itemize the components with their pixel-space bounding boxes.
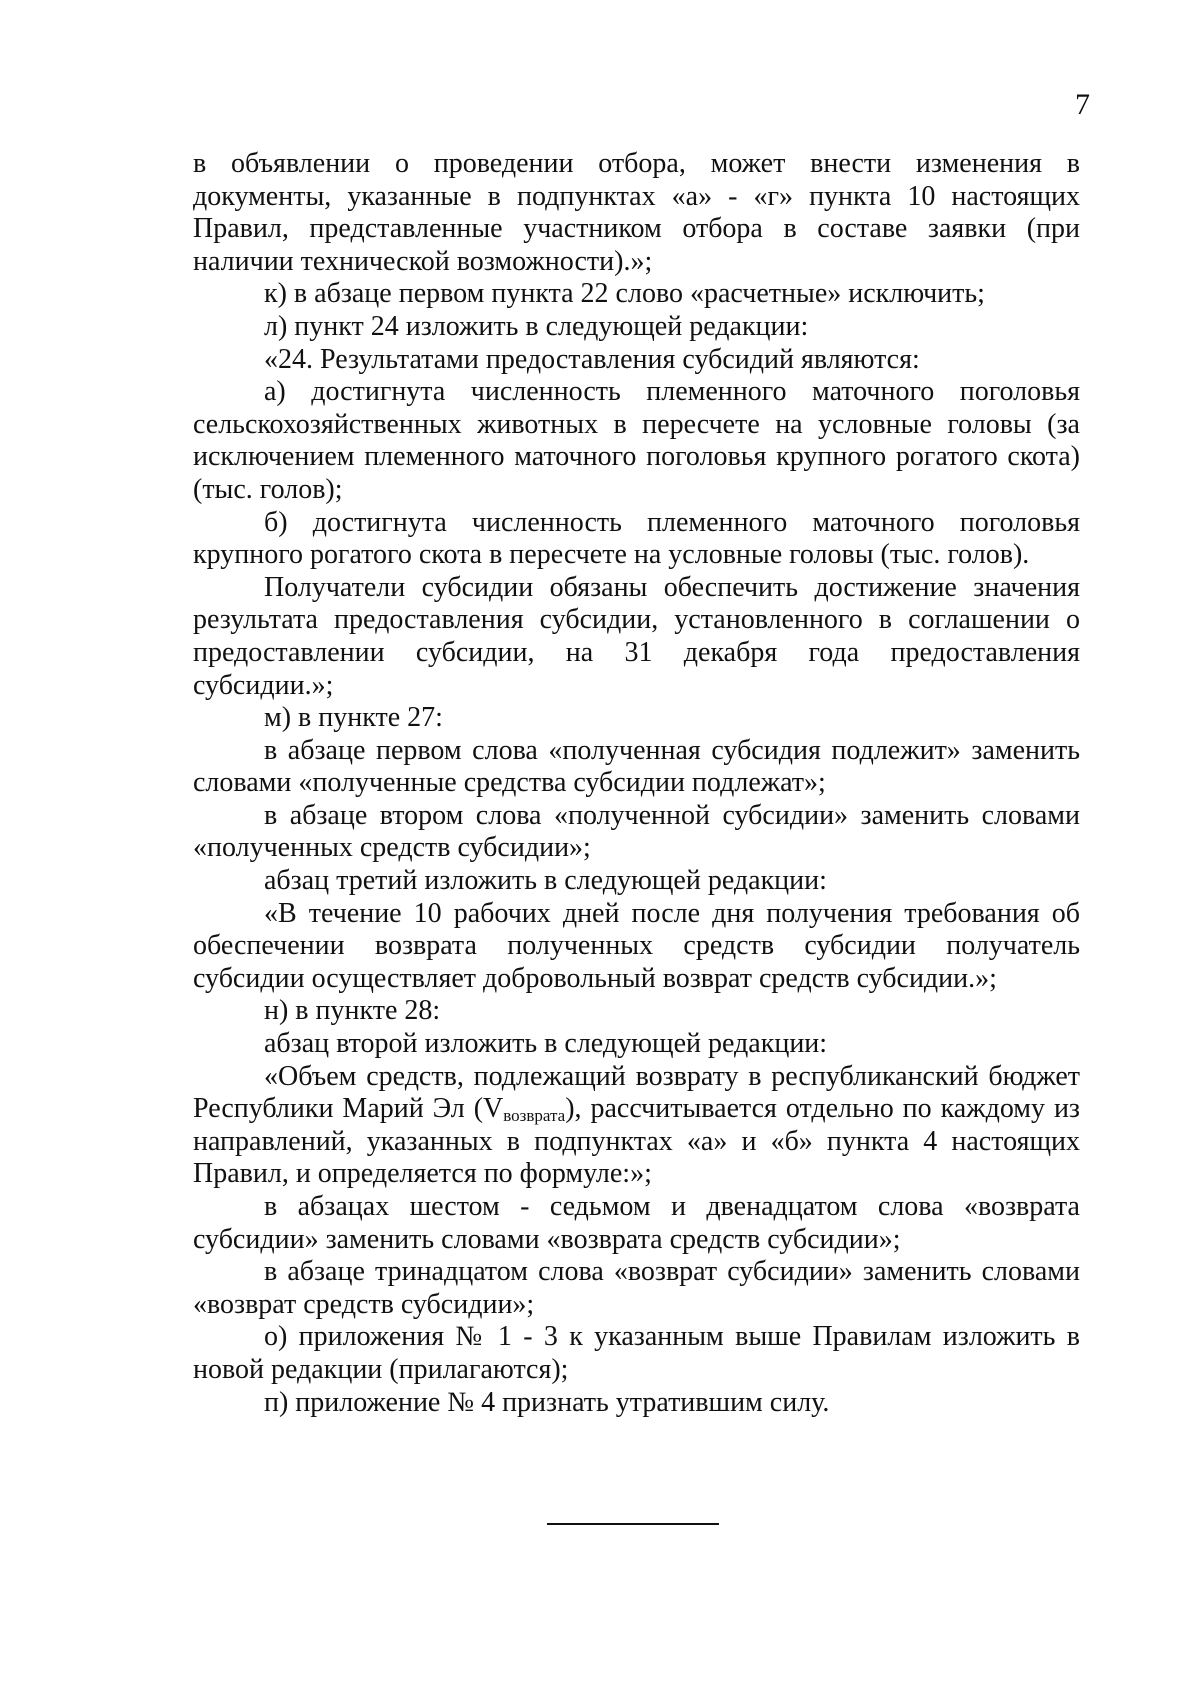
paragraph-point-24: «24. Результатами предоставления субсидий являются: <box>264 343 920 375</box>
paragraph-item-m: м) в пункте 27: <box>264 702 443 734</box>
paragraph-second-abzats: в абзаце втором слова «полученной субсидии» заменить словами «полученных средств субсидии»; <box>193 799 1080 864</box>
return-volume-text-before: «Объем средств, подлежащий возврату в республиканский бюджет Республики Марий Эл (V <box>193 1060 1080 1125</box>
paragraph-result-b: б) достигнута численность племенного маточного поголовья крупного рогатого скота в пересчете на условные головы (тыс. голов). <box>193 506 1080 571</box>
return-volume-text-after: ), рассчитывается отдельно по каждому из направлений, указанных в подпунктах «а» и «б» пункта 4 настоящих Правил, и определяется по формуле:»; <box>193 1093 1080 1190</box>
paragraph-item-k: к) в абзаце первом пункта 22 слово «расчетные» исключить; <box>264 278 985 310</box>
paragraph-continuation: в объявлении о проведении отбора, может внести изменения в документы, указанные в подпунктах «а» - «г» пункта 10 настоящих Правил, представленные участником отбора в составе заявки (при наличии технической возможности).»; <box>193 148 1080 277</box>
page-number: 7 <box>1075 88 1090 121</box>
paragraph-item-n: н) в пункте 28: <box>264 995 441 1027</box>
paragraph-second-abzats-new: абзац второй изложить в следующей редакции: <box>264 1028 828 1060</box>
paragraph-third-abzats: абзац третий изложить в следующей редакции: <box>264 865 827 897</box>
end-of-text-rule <box>547 1523 719 1525</box>
paragraph-abzats-six-seven-twelve: в абзацах шестом - седьмом и двенадцатом слова «возврата субсидии» заменить словами «возврата средств субсидии»; <box>193 1191 1080 1255</box>
paragraph-return-term: «В течение 10 рабочих дней после дня получения требования об обеспечении возврата полученных средств субсидии получатель субсидии осуществляет добровольный возврат средств субсидии.»; <box>193 897 1080 994</box>
paragraph-item-l: л) пункт 24 изложить в следующей редакции: <box>264 310 809 342</box>
paragraph-recipients-obligation: Получатели субсидии обязаны обеспечить достижение значения результата предоставления субсидии, установленного в соглашении о предоставлении субсидии, на 31 декабря года предоставления субсидии.»; <box>193 571 1080 701</box>
document-body <box>193 148 1080 1419</box>
paragraph-return-volume <box>193 1061 1080 1191</box>
return-volume-subscript: возврата <box>503 1106 566 1126</box>
paragraph-abzats-thirteen: в абзаце тринадцатом слова «возврат субсидии» заменить словами «возврат средств субсидии»; <box>193 1256 1080 1320</box>
paragraph-item-o: о) приложения № 1 - 3 к указанным выше Правилам изложить в новой редакции (прилагаются); <box>193 1321 1080 1385</box>
paragraph-item-p: п) приложение № 4 признать утратившим силу. <box>264 1386 830 1418</box>
paragraph-result-a: а) достигнута численность племенного маточного поголовья сельскохозяйственных животных в пересчете на условные головы (за исключением племенного маточного поголовья крупного рогатого скота) (тыс. голов); <box>193 376 1080 505</box>
paragraph-first-abzats: в абзаце первом слова «полученная субсидия подлежит» заменить словами «полученные средства субсидии подлежат»; <box>193 734 1080 799</box>
